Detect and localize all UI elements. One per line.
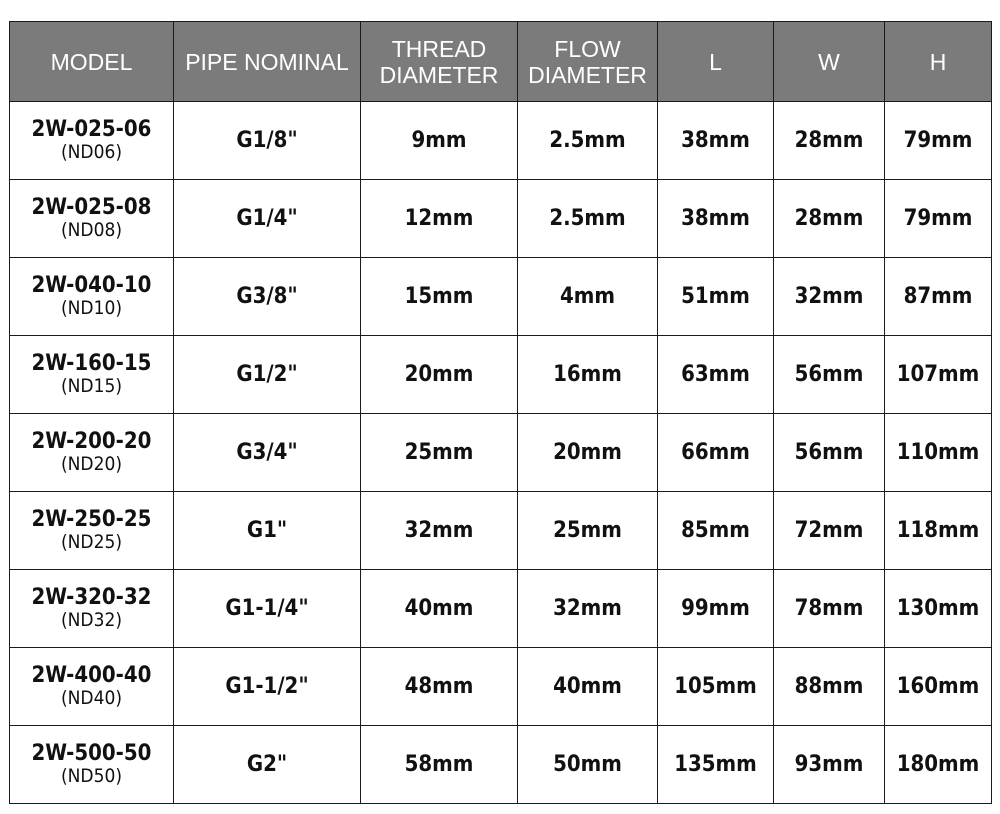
cell-w: 28mm	[774, 102, 885, 180]
cell-thread-diameter: 32mm	[361, 492, 518, 570]
cell-pipe-nominal: G1/8"	[174, 102, 361, 180]
cell-pipe-nominal: G1/2"	[174, 336, 361, 414]
table-row	[10, 414, 992, 492]
cell-pipe-nominal: G3/4"	[174, 414, 361, 492]
cell-l: 135mm	[658, 726, 774, 804]
header-flow-diameter	[518, 22, 658, 102]
cell-l: 51mm	[658, 258, 774, 336]
cell-model	[10, 492, 174, 570]
cell-h: 79mm	[885, 102, 992, 180]
cell-w: 93mm	[774, 726, 885, 804]
cell-h: 130mm	[885, 570, 992, 648]
header-label: H	[929, 48, 947, 75]
cell-thread-diameter: 15mm	[361, 258, 518, 336]
header-label: MODEL	[50, 48, 133, 75]
header-label: L	[709, 48, 722, 75]
model-code: 2W-025-08	[31, 195, 152, 220]
cell-model	[10, 180, 174, 258]
cell-flow-diameter: 2.5mm	[518, 102, 658, 180]
cell-flow-diameter: 16mm	[518, 336, 658, 414]
cell-thread-diameter: 9mm	[361, 102, 518, 180]
cell-thread-diameter: 58mm	[361, 726, 518, 804]
cell-model	[10, 570, 174, 648]
model-nd: (ND15)	[60, 375, 123, 397]
cell-l: 66mm	[658, 414, 774, 492]
model-nd: (ND50)	[60, 765, 123, 787]
cell-flow-diameter: 50mm	[518, 726, 658, 804]
cell-model	[10, 336, 174, 414]
cell-h: 87mm	[885, 258, 992, 336]
header-label: DIAMETER	[528, 61, 647, 88]
cell-l: 85mm	[658, 492, 774, 570]
model-code: 2W-025-06	[31, 117, 152, 142]
cell-w: 56mm	[774, 414, 885, 492]
cell-flow-diameter: 40mm	[518, 648, 658, 726]
header-l	[658, 22, 774, 102]
table-row	[10, 492, 992, 570]
table-row	[10, 648, 992, 726]
model-nd: (ND06)	[60, 141, 123, 163]
header-row	[10, 22, 992, 102]
model-nd: (ND10)	[60, 297, 123, 319]
model-nd: (ND25)	[60, 531, 123, 553]
cell-h: 110mm	[885, 414, 992, 492]
cell-flow-diameter: 25mm	[518, 492, 658, 570]
cell-model	[10, 258, 174, 336]
header-pipe-nominal	[174, 22, 361, 102]
cell-flow-diameter: 2.5mm	[518, 180, 658, 258]
cell-w: 88mm	[774, 648, 885, 726]
table-row	[10, 258, 992, 336]
cell-h: 180mm	[885, 726, 992, 804]
cell-l: 99mm	[658, 570, 774, 648]
cell-thread-diameter: 12mm	[361, 180, 518, 258]
cell-model	[10, 102, 174, 180]
cell-h: 160mm	[885, 648, 992, 726]
model-code: 2W-040-10	[31, 273, 152, 298]
table-header	[10, 22, 992, 102]
cell-model	[10, 414, 174, 492]
model-code: 2W-320-32	[31, 585, 152, 610]
model-nd: (ND40)	[60, 687, 123, 709]
table-row	[10, 102, 992, 180]
cell-l: 105mm	[658, 648, 774, 726]
cell-w: 56mm	[774, 336, 885, 414]
cell-l: 63mm	[658, 336, 774, 414]
cell-w: 28mm	[774, 180, 885, 258]
header-label: PIPE NOMINAL	[185, 48, 349, 75]
cell-thread-diameter: 20mm	[361, 336, 518, 414]
header-h	[885, 22, 992, 102]
model-code: 2W-250-25	[31, 507, 152, 532]
model-nd: (ND20)	[60, 453, 123, 475]
model-code: 2W-400-40	[31, 663, 152, 688]
cell-w: 72mm	[774, 492, 885, 570]
header-label: W	[818, 48, 840, 75]
header-label: DIAMETER	[379, 61, 499, 88]
header-thread-diameter	[361, 22, 518, 102]
cell-pipe-nominal: G1/4"	[174, 180, 361, 258]
model-code: 2W-500-50	[31, 741, 152, 766]
cell-model	[10, 726, 174, 804]
cell-pipe-nominal: G3/8"	[174, 258, 361, 336]
cell-pipe-nominal: G1"	[174, 492, 361, 570]
model-nd: (ND32)	[60, 609, 123, 631]
cell-pipe-nominal: G2"	[174, 726, 361, 804]
header-label: THREAD	[391, 35, 487, 62]
cell-l: 38mm	[658, 102, 774, 180]
table-row	[10, 336, 992, 414]
table-body	[10, 102, 992, 804]
table-row	[10, 726, 992, 804]
spec-table	[9, 21, 992, 804]
cell-model	[10, 648, 174, 726]
cell-w: 32mm	[774, 258, 885, 336]
cell-l: 38mm	[658, 180, 774, 258]
cell-flow-diameter: 32mm	[518, 570, 658, 648]
model-nd: (ND08)	[60, 219, 123, 241]
header-model	[10, 22, 174, 102]
cell-h: 79mm	[885, 180, 992, 258]
cell-w: 78mm	[774, 570, 885, 648]
table-row	[10, 570, 992, 648]
header-label: FLOW	[554, 35, 621, 62]
cell-pipe-nominal: G1-1/4"	[174, 570, 361, 648]
cell-pipe-nominal: G1-1/2"	[174, 648, 361, 726]
cell-thread-diameter: 48mm	[361, 648, 518, 726]
header-w	[774, 22, 885, 102]
cell-flow-diameter: 20mm	[518, 414, 658, 492]
model-code: 2W-160-15	[31, 351, 152, 376]
cell-h: 118mm	[885, 492, 992, 570]
table-row	[10, 180, 992, 258]
model-code: 2W-200-20	[31, 429, 152, 454]
cell-h: 107mm	[885, 336, 992, 414]
cell-flow-diameter: 4mm	[518, 258, 658, 336]
cell-thread-diameter: 25mm	[361, 414, 518, 492]
cell-thread-diameter: 40mm	[361, 570, 518, 648]
